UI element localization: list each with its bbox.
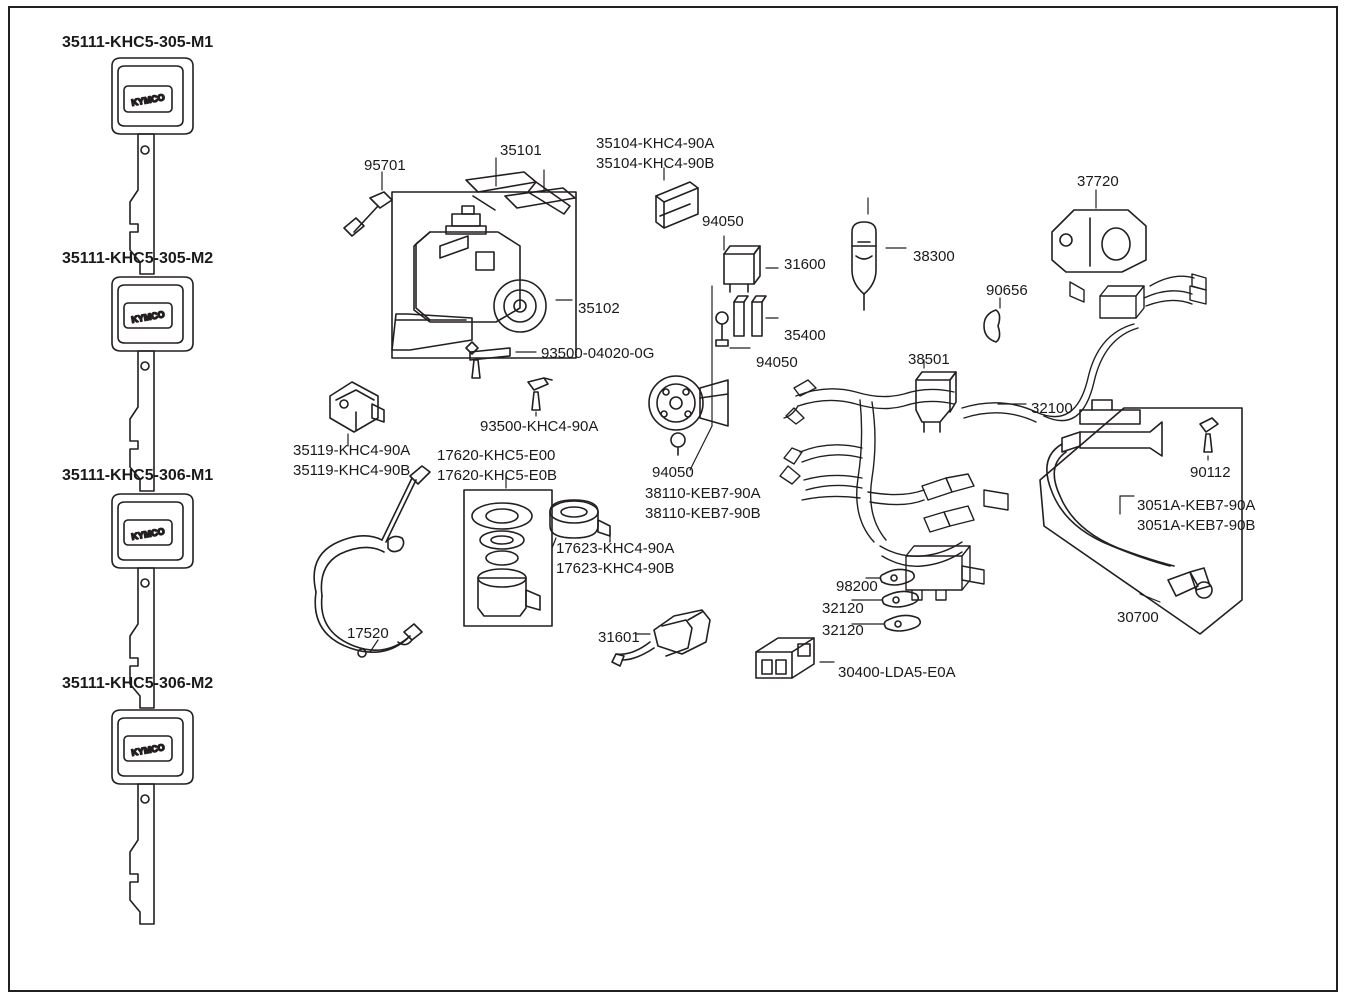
key-label-1: 35111-KHC5-305-M1 bbox=[62, 34, 214, 51]
callout-94050-low: 94050 bbox=[652, 464, 694, 481]
svg-text:KYMCO: KYMCO bbox=[130, 526, 166, 542]
callout-93500-04020: 93500-04020-0G bbox=[541, 345, 655, 362]
callout-94050-top: 94050 bbox=[702, 213, 744, 230]
callout-38300: 38300 bbox=[913, 248, 955, 265]
callout-32120-2: 32120 bbox=[822, 622, 864, 639]
callout-94050-mid: 94050 bbox=[756, 354, 798, 371]
callout-98200: 98200 bbox=[836, 578, 878, 595]
key-label-3: 35111-KHC5-306-M1 bbox=[62, 467, 214, 484]
callout-17520: 17520 bbox=[347, 625, 389, 642]
callout-90656: 90656 bbox=[986, 282, 1028, 299]
callout-95701: 95701 bbox=[364, 157, 406, 174]
callout-35400: 35400 bbox=[784, 327, 826, 344]
callout-35119-90a: 35119-KHC4-90A bbox=[293, 442, 411, 459]
callout-35101: 35101 bbox=[500, 142, 542, 159]
svg-text:KYMCO: KYMCO bbox=[130, 309, 166, 325]
callout-31601: 31601 bbox=[598, 629, 640, 646]
callout-30400: 30400-LDA5-E0A bbox=[838, 664, 956, 681]
svg-text:KYMCO: KYMCO bbox=[130, 92, 166, 108]
callout-3051a-90b: 3051A-KEB7-90B bbox=[1137, 517, 1256, 534]
callout-3051a-90a: 3051A-KEB7-90A bbox=[1137, 497, 1256, 514]
callout-17620-e0b: 17620-KHC5-E0B bbox=[437, 467, 558, 484]
svg-text:KYMCO: KYMCO bbox=[130, 742, 166, 758]
callout-30700: 30700 bbox=[1117, 609, 1159, 626]
key-label-2: 35111-KHC5-305-M2 bbox=[62, 250, 214, 267]
callout-32120-1: 32120 bbox=[822, 600, 864, 617]
callout-32100: 32100 bbox=[1031, 400, 1073, 417]
callout-35104-90b: 35104-KHC4-90B bbox=[596, 155, 715, 172]
callout-35102: 35102 bbox=[578, 300, 620, 317]
callout-17620-e00: 17620-KHC5-E00 bbox=[437, 447, 556, 464]
callout-35119-90b: 35119-KHC4-90B bbox=[293, 462, 411, 479]
callout-93500-khc4: 93500-KHC4-90A bbox=[480, 418, 599, 435]
callout-38110-90a: 38110-KEB7-90A bbox=[645, 485, 761, 502]
callout-90112: 90112 bbox=[1190, 464, 1231, 481]
callout-17623-90b: 17623-KHC4-90B bbox=[556, 560, 675, 577]
callout-38501: 38501 bbox=[908, 351, 950, 368]
callout-17623-90a: 17623-KHC4-90A bbox=[556, 540, 675, 557]
callout-35104-90a: 35104-KHC4-90A bbox=[596, 135, 715, 152]
callout-31600: 31600 bbox=[784, 256, 826, 273]
key-label-4: 35111-KHC5-306-M2 bbox=[62, 675, 214, 692]
callout-37720: 37720 bbox=[1077, 173, 1119, 190]
callout-38110-90b: 38110-KEB7-90B bbox=[645, 505, 761, 522]
